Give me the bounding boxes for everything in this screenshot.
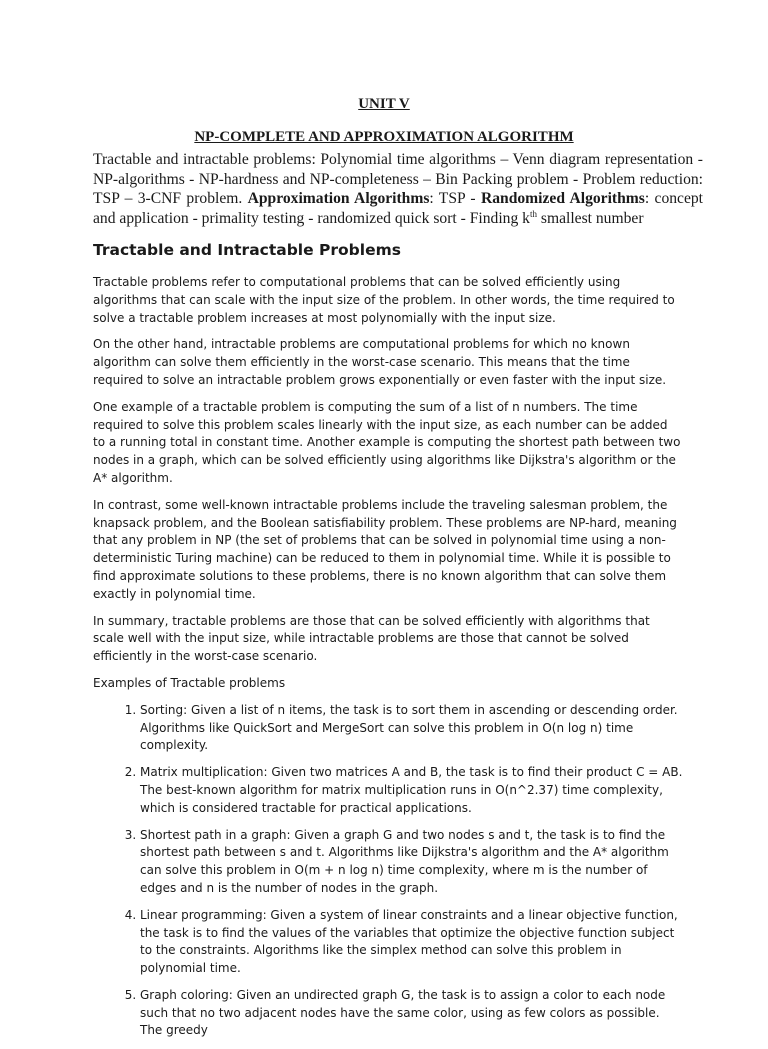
approximation-label: Approximation Algorithms (247, 190, 430, 207)
superscript-th: th (529, 208, 537, 219)
list-item: 1. Sorting: Given a list of n items, the task is to sort them in ascending or descending order. Algorithms like QuickSort and MergeSort can solve this problem in O(n log n) time complexity. (140, 702, 683, 755)
unit-heading: UNIT V (358, 96, 410, 112)
page-title: NP-COMPLETE AND APPROXIMATION ALGORITHM (194, 129, 574, 145)
examples-list (93, 702, 683, 1041)
syllabus-text-3: : concept and application - primality testing - randomized quick sort - Finding k (93, 190, 704, 227)
examples-intro: Examples of Tractable problems (93, 675, 286, 690)
paragraph: In contrast, some well-known intractable problems include the traveling salesman problem, the knapsack problem, and the Boolean satisfiability problem. These problems are NP-hard, meaning that any problem in NP (the set of problems that can be solved in polynomial time using a non-deterministic Turing machine) can be reduced to them in polynomial time. While it is possible to find approximate solutions to these problems, there is no known algorithm that can solve them exactly in polynomial time. (93, 497, 677, 601)
list-item: 3. Shortest path in a graph: Given a graph G and two nodes s and t, the task is to find the shortest path between s and t. Algorithms like Dijkstra's algorithm and the A* algorithm can solve this problem in O(m + n log n) time complexity, where m is the number of edges and n is the number of nodes in the graph. (140, 827, 683, 898)
list-item: 5. Graph coloring: Given an undirected graph G, the task is to assign a color to each node such that no two adjacent nodes have the same color, using as few colors as possible. The greedy (140, 987, 683, 1040)
paragraph: On the other hand, intractable problems are computational problems for which no known algorithm can solve them efficiently in the worst-case scenario. This means that the time required to solve an intractable problem grows exponentially or even faster with the input size. (93, 337, 667, 387)
paragraph: Tractable problems refer to computational problems that can be solved efficiently using algorithms that can scale with the input size of the problem. In other words, the time required to solve a tractable problem increases at most polynomially with the input size. (93, 275, 675, 325)
syllabus-paragraph (93, 150, 703, 228)
main-content (93, 240, 683, 1049)
paragraph: One example of a tractable problem is computing the sum of a list of n numbers. The time required to solve this problem scales linearly with the input size, as each number can be added to a running total in constant time. Another example is computing the shortest path between two nodes in a graph, which can be solved efficiently using algorithms like Dijkstra's algorithm or the A* algorithm. (93, 399, 681, 485)
syllabus-text-1: Tractable and intractable problems: Polynomial time algorithms – Venn diagram representation - NP-algorithms - NP-hardness and NP-completeness – Bin Packing problem - Problem reduction: TSP – 3-CNF problem. (93, 151, 703, 207)
syllabus-text-4: smallest number (536, 209, 644, 227)
list-item: 4. Linear programming: Given a system of linear constraints and a linear objective function, the task is to find the values of the variables that optimize the objective function subject to the constraints. Algorithms like the simplex method can solve this problem in polynomial time. (140, 907, 683, 978)
randomized-label: Randomized Algorithms (480, 190, 645, 207)
syllabus-text-2: : TSP - (429, 190, 481, 207)
list-item: 2. Matrix multiplication: Given two matrices A and B, the task is to find their product C = AB. The best-known algorithm for matrix multiplication runs in O(n^2.37) time complexity, which is considered tractable for practical applications. (140, 764, 683, 817)
section-heading: Tractable and Intractable Problems (93, 241, 401, 259)
paragraph: In summary, tractable problems are those that can be solved efficiently with algorithms that scale well with the input size, while intractable problems are those that cannot be solved efficiently in the worst-case scenario. (93, 613, 650, 664)
